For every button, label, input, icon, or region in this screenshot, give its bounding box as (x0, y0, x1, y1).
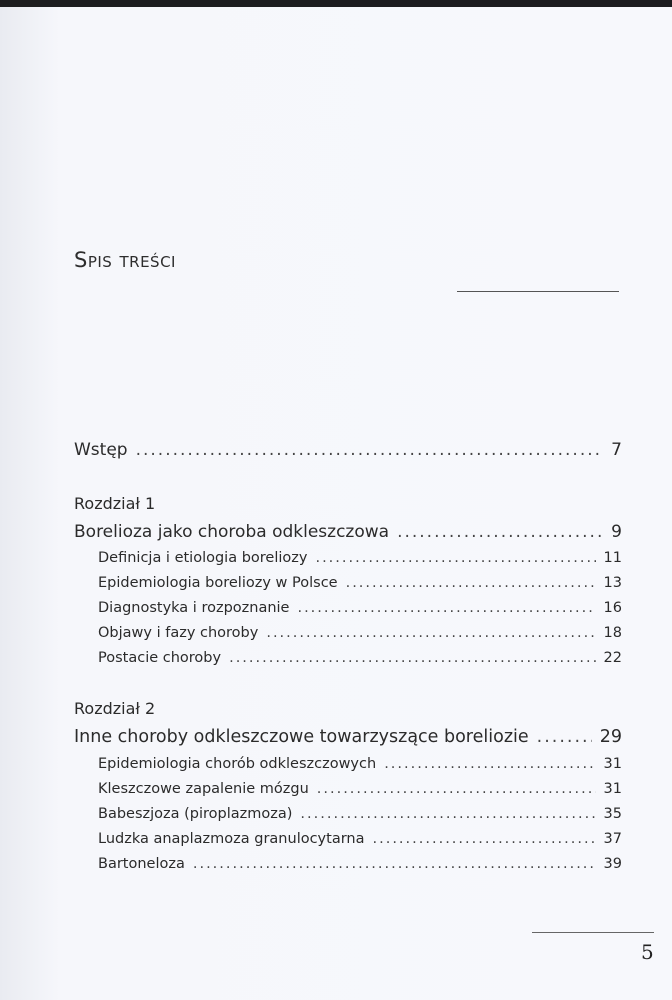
toc-entry-page: 7 (611, 440, 622, 460)
toc-leader-dots (384, 756, 595, 772)
toc-entry-section (98, 650, 622, 666)
toc-entry-page: 31 (603, 756, 622, 772)
toc-entry-page: 11 (603, 550, 622, 566)
toc-entry-label: Ludzka anaplazmoza granulocytarna (98, 831, 365, 847)
toc-entry-section (98, 831, 622, 847)
page-number: 5 (641, 940, 654, 964)
title-rule (457, 291, 619, 292)
toc-entry-label: Borelioza jako choroba odkleszczowa (74, 522, 390, 542)
toc-entry-label: Postacie choroby (98, 650, 222, 666)
toc-entry-section (98, 856, 622, 872)
toc-entry-page: 18 (603, 625, 622, 641)
toc-leader-dots (315, 550, 595, 566)
toc-entry-label: Epidemiologia chorób odkleszczowych (98, 756, 377, 772)
toc-entry-section (98, 781, 622, 797)
toc-entry-label: Wstęp (74, 440, 128, 460)
toc-entry-section (98, 600, 622, 616)
toc-leader-dots (136, 440, 604, 460)
toc-leader-dots (537, 727, 592, 747)
toc-entry-page: 16 (603, 600, 622, 616)
page-title: Spis treści (74, 248, 176, 272)
toc-entry-chapter (74, 522, 622, 542)
toc-entry-section (98, 550, 622, 566)
toc-leader-dots (300, 806, 595, 822)
toc-entry-label: Objawy i fazy choroby (98, 625, 259, 641)
footer-rule (532, 932, 654, 933)
toc-entry-page: 22 (603, 650, 622, 666)
toc-entry-label: Babeszjoza (piroplazmoza) (98, 806, 293, 822)
toc-entry-page: 29 (599, 727, 622, 747)
toc-entry-intro (74, 440, 622, 460)
toc-entry-section (98, 806, 622, 822)
toc-entry-section (98, 756, 622, 772)
chapter-heading: Rozdział 1 (74, 494, 156, 513)
toc-entry-label: Kleszczowe zapalenie mózgu (98, 781, 309, 797)
toc-entry-label: Inne choroby odkleszczowe towarzyszące boreliozie (74, 727, 529, 747)
toc-entry-page: 13 (603, 575, 622, 591)
toc-entry-label: Definicja i etiologia boreliozy (98, 550, 308, 566)
toc-entry-page: 31 (603, 781, 622, 797)
chapter-heading: Rozdział 2 (74, 699, 156, 718)
toc-entry-label: Epidemiologia boreliozy w Polsce (98, 575, 338, 591)
toc-entry-section (98, 575, 622, 591)
toc-leader-dots (397, 522, 603, 542)
toc-entry-page: 37 (603, 831, 622, 847)
toc-entry-label: Bartoneloza (98, 856, 185, 872)
toc-leader-dots (317, 781, 596, 797)
toc-leader-dots (346, 575, 596, 591)
toc-entry-section (98, 625, 622, 641)
toc-leader-dots (373, 831, 596, 847)
toc-entry-page: 35 (603, 806, 622, 822)
toc-entry-page: 9 (611, 522, 622, 542)
scan-top-edge (0, 0, 672, 7)
toc-leader-dots (266, 625, 595, 641)
toc-entry-label: Diagnostyka i rozpoznanie (98, 600, 290, 616)
toc-leader-dots (297, 600, 595, 616)
toc-entry-chapter (74, 727, 622, 747)
toc-entry-page: 39 (603, 856, 622, 872)
toc-leader-dots (193, 856, 596, 872)
toc-leader-dots (229, 650, 595, 666)
